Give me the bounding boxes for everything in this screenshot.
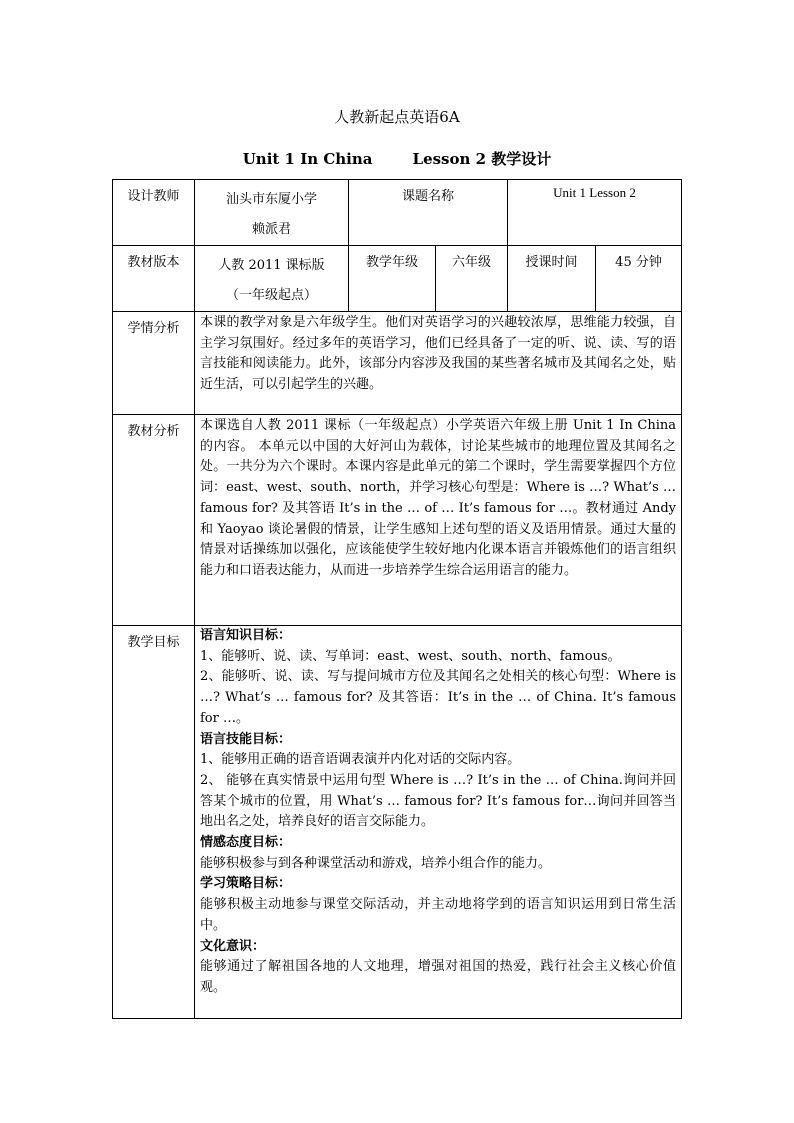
table-row — [113, 246, 682, 312]
student-analysis-label: 学情分析 — [113, 312, 195, 415]
strategy-item-1: 能够积极主动地参与课堂交际活动，并主动地将学到的语言知识运用到日常生活中。 — [200, 897, 677, 933]
culture-heading: 文化意识： — [200, 938, 266, 954]
document-title: 人教新起点英语6A — [334, 108, 460, 126]
lesson-title: Lesson 2 教学设计 — [412, 150, 552, 168]
skill-heading: 语言技能目标： — [200, 731, 292, 747]
teacher-label: 设计教师 — [113, 180, 195, 246]
table-row — [113, 626, 682, 1019]
attitude-heading: 情感态度目标： — [200, 835, 292, 851]
table-row — [113, 415, 682, 626]
course-value: Unit 1 Lesson 2 — [508, 180, 682, 246]
skill-item-2: 2、 能够在真实情景中运用句型 Where is …? It’s in the … of China.询问并回答某个城市的位置，用 What’s … famous for? It’s famous for…询问并回答当地出名之处，培养良好的语言交际能力。 — [200, 772, 677, 830]
teacher-school: 汕头市东厦小学 — [225, 192, 317, 207]
material-analysis-label: 教材分析 — [113, 415, 195, 626]
knowledge-item-2: 2、能够听、说、读、写与提问城市方位及其闻名之处相关的核心句型：Where is …? What’s … famous for? 及其答语：It’s in the … of China. It’s famous for …。 — [200, 669, 677, 726]
culture-item-1: 能够通过了解祖国各地的人文地理，增强对祖国的热爱，践行社会主义核心价值观。 — [200, 959, 677, 995]
attitude-item-1: 能够积极参与到各种课堂活动和游戏，培养小组合作的能力。 — [200, 855, 552, 871]
strategy-heading: 学习策略目标： — [200, 876, 292, 892]
table-row — [113, 180, 682, 246]
goals-label: 教学目标 — [113, 626, 195, 1019]
table-row — [113, 312, 682, 415]
material-analysis-text: 本课选自人教 2011 课标（一年级起点）小学英语六年级上册 Unit 1 In China 的内容。 本单元以中国的大好河山为载体，讨论某些城市的地理位置及其闻名之处。一共分为六个课时。本课内容是此单元的第二个课时，学生需要掌握四个方位词：east、west、south、north，并学习核心句型是：Where is …? What’s … famous for? 及其答语 It’s in the … of … It’s famous for …。教材通过 Andy 和 Yaoyao 谈论暑假的情景，让学生感知上述句型的语义及语用情景。通过大量的情景对话操练加以强化，应该能使学生较好地内化课本语言并锻炼他们的语言组织能力和口语表达能力，从而进一步培养学生综合运用语言的能力。 — [195, 415, 682, 626]
lesson-heading — [0, 148, 794, 169]
knowledge-heading: 语言知识目标： — [200, 628, 292, 643]
time-label: 授课时间 — [508, 246, 596, 312]
lesson-plan-table — [112, 179, 682, 1019]
grade-value: 六年级 — [436, 246, 508, 312]
teacher-value — [195, 180, 349, 246]
goals-content — [195, 626, 682, 1019]
time-value: 45 分钟 — [596, 246, 682, 312]
knowledge-item-1: 1、能够听、说、读、写单词：east、west、south、north、famous。 — [200, 648, 621, 664]
grade-label: 教学年级 — [349, 246, 436, 312]
edition-note: （一年级起点） — [225, 288, 317, 303]
edition-value — [195, 246, 349, 312]
unit-title: Unit 1 In China — [242, 150, 373, 168]
edition-name: 人教 2011 课标版 — [218, 258, 325, 273]
skill-item-1: 1、能够用正确的语音语调表演并内化对话的交际内容。 — [200, 752, 521, 768]
edition-label: 教材版本 — [113, 246, 195, 312]
course-label: 课题名称 — [349, 180, 508, 246]
teacher-name: 赖派君 — [251, 222, 291, 237]
student-analysis-text: 本课的教学对象是六年级学生。他们对英语学习的兴趣较浓厚，思维能力较强，自主学习氛围好。经过多年的英语学习，他们已经具备了一定的听、说、读、写的语言技能和阅读能力。此外，该部分内容涉及我国的某些著名城市及其闻名之处，贴近生活，可以引起学生的兴趣。 — [195, 312, 682, 415]
